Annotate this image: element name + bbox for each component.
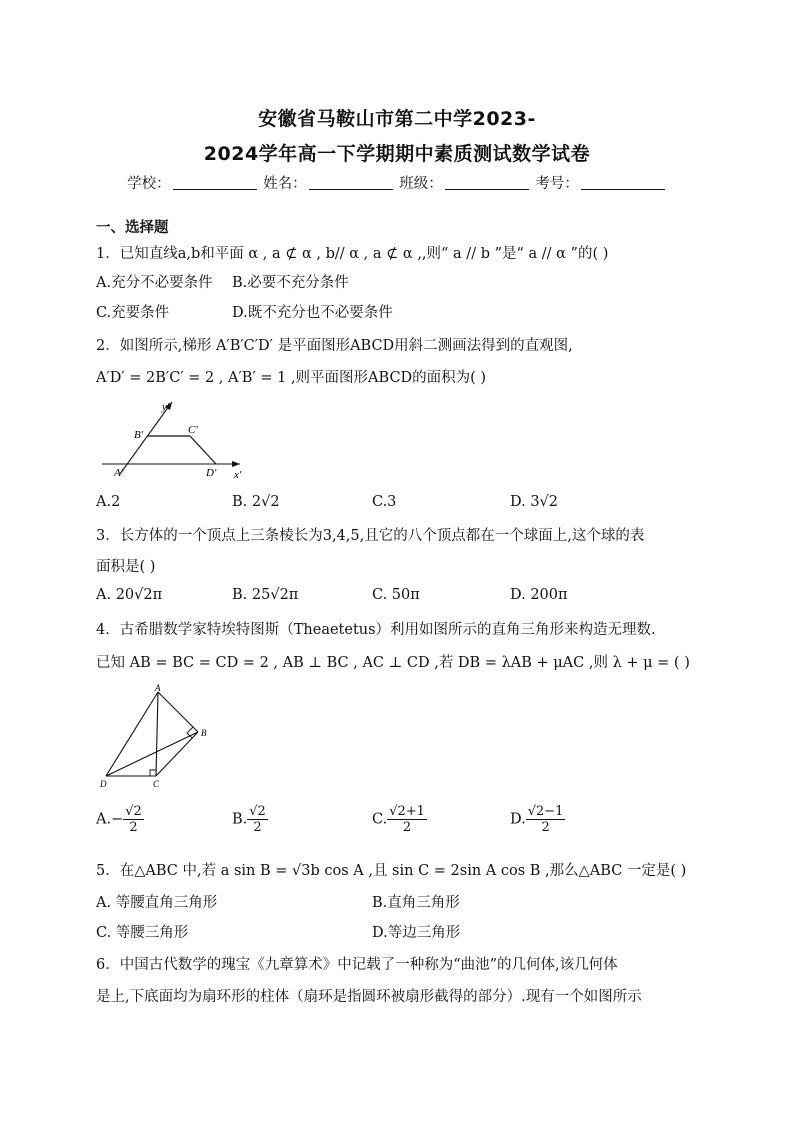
q4-stem-line2: 已知 AB = BC = CD = 2 , AB ⊥ BC , AC ⊥ CD ,若 DB = λAB + μAC ,则 λ + μ = ( ) (96, 655, 690, 671)
point-b-label: B′ (134, 429, 144, 441)
class-blank[interactable] (445, 175, 529, 190)
q4-option-a: A.− $\frac{√2}{2}$ (96, 804, 142, 835)
q2-trapezoid-figure (98, 396, 248, 484)
exam-title-line1: 安徽省马鞍山市第二中学2023- (258, 108, 536, 130)
segment-b-c (156, 732, 198, 776)
q4-triangle-figure (98, 684, 216, 792)
q6-stem-line2: 是上,下底面均为扇环形的柱体（扇环是指圆环被扇形截得的部分）.现有一个如图所示 (96, 989, 642, 1005)
school-blank[interactable] (173, 175, 257, 190)
point-a-label: A′ (114, 467, 124, 479)
x-axis-label: x′ (234, 469, 242, 481)
right-angle-mark-c (150, 770, 156, 776)
edge-c-d (190, 436, 216, 464)
q1-stem: 1．已知直线a,b和平面 α , a ⊄ α , b// α , a ⊄ α ,,则“ a // b ”是“ a // α ”的( ) (96, 246, 609, 262)
point-a-label: A (155, 684, 161, 693)
exam-number-blank[interactable] (581, 175, 665, 190)
y-axis-label: y′ (162, 401, 170, 413)
q4-option-c: C. $\frac{√2+1}{2}$ (372, 804, 425, 835)
q2-option-d: D. 3√2 (510, 494, 559, 510)
name-label: 姓名： (263, 176, 307, 192)
q2-option-a: A.2 (96, 494, 121, 510)
q5-option-c: C. 等腰三角形 (96, 925, 189, 941)
q2-stem-line2: A′D′ = 2B′C′ = 2 , A′B′ = 1 ,则平面图形ABCD的面积为( ) (96, 370, 487, 386)
point-d-label: D′ (206, 467, 217, 479)
exam-number-label: 考号： (535, 176, 579, 192)
q1-option-b: B.必要不充分条件 (232, 275, 349, 291)
q5-option-d: D.等边三角形 (372, 925, 461, 941)
q3-option-a: A. 20√2π (96, 587, 163, 603)
q3-option-b: B. 25√2π (232, 587, 299, 603)
q3-option-c: C. 50π (372, 587, 420, 603)
point-b-label: B (201, 728, 207, 738)
class-label: 班级： (399, 176, 443, 192)
school-label: 学校： (127, 176, 171, 192)
q4-option-b: B. $\frac{√2}{2}$ (232, 804, 266, 835)
q5-option-a: A. 等腰直角三角形 (96, 895, 218, 911)
segment-a-c (156, 692, 158, 776)
point-c-label: C (153, 779, 160, 789)
exam-title-line2: 2024学年高一下学期期中素质测试数学试卷 (203, 143, 591, 165)
q5-stem: 5．在△ABC 中,若 a sin B = √3b cos A ,且 sin C = 2sin A cos B ,那么△ABC 一定是( ) (96, 863, 687, 879)
point-c-label: C′ (188, 424, 198, 436)
point-d-label: D (100, 779, 107, 789)
section-title: 一、选择题 (96, 220, 169, 236)
q2-option-b: B. 2√2 (232, 494, 280, 510)
q5-option-b: B.直角三角形 (372, 895, 460, 911)
q2-stem-line1: 2．如图所示,梯形 A′B′C′D′ 是平面图形ABCD用斜二测画法得到的直观图, (96, 338, 573, 354)
q2-option-c: C.3 (372, 494, 397, 510)
q1-option-a: A.充分不必要条件 (96, 275, 213, 291)
q3-stem-line1: 3．长方体的一个顶点上三条棱长为3,4,5,且它的八个顶点都在一个球面上,这个球的表 (96, 528, 645, 544)
name-blank[interactable] (309, 175, 393, 190)
q1-option-d: D.既不充分也不必要条件 (232, 305, 393, 321)
q3-stem-line2: 面积是( ) (96, 559, 156, 575)
q3-option-d: D. 200π (510, 587, 568, 603)
q6-stem-line1: 6．中国古代数学的瑰宝《九章算术》中记载了一种称为“曲池”的几何体,该几何体 (96, 957, 618, 973)
q4-option-d: D. $\frac{√2-1}{2}$ (510, 804, 564, 835)
x-axis-arrow (232, 461, 240, 467)
q4-stem-line1: 4．古希腊数学家特埃特图斯（Theaetetus）利用如图所示的直角三角形来构造无理数. (96, 622, 656, 638)
q1-option-c: C.充要条件 (96, 305, 170, 321)
student-info-row (0, 172, 794, 193)
segment-a-b (158, 692, 198, 732)
